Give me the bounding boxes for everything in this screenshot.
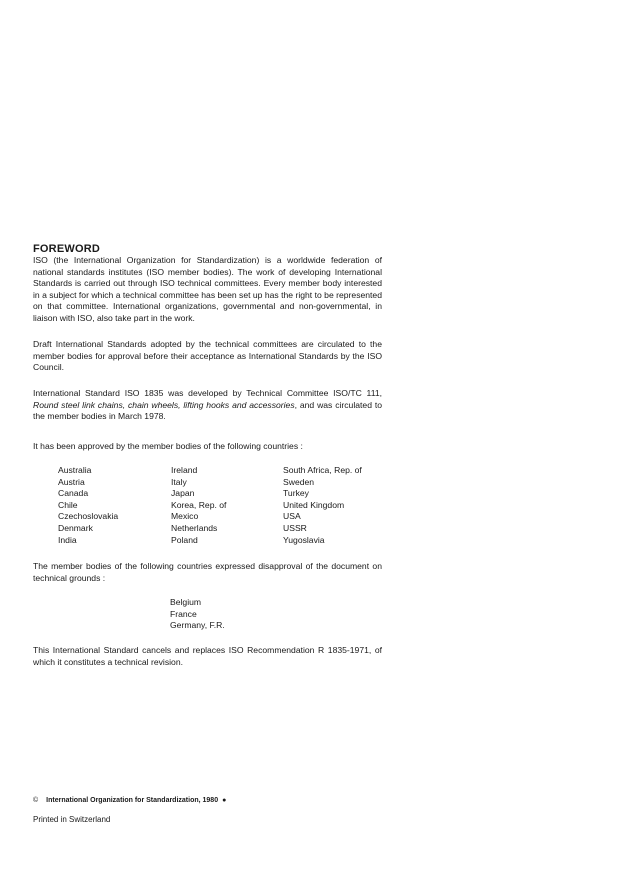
copyright-text: International Organization for Standardization, 1980 — [46, 797, 219, 804]
country-name: United Kingdom — [283, 499, 345, 510]
country-name: India — [58, 534, 77, 545]
page-title: FOREWORD — [33, 243, 100, 255]
country-name: Turkey — [283, 488, 309, 499]
paragraph-disapproval-intro: The member bodies of the following countries expressed disapproval of the document on technical grounds : — [33, 561, 382, 583]
paragraph-replacement: This International Standard cancels and replaces ISO Recommendation R 1835-1971, of which it constitutes a technical revision. — [33, 645, 382, 667]
country-name: Germany, F.R. — [170, 620, 225, 631]
country-name: Yugoslavia — [283, 534, 325, 545]
printed-location: Printed in Switzerland — [33, 815, 111, 824]
committee-subject-title: Round steel link chains, chain wheels, lifting hooks and accessories — [33, 399, 295, 410]
bullet-mark: ● — [222, 797, 227, 804]
country-name: Ireland — [171, 465, 198, 475]
country-name: Japan — [171, 488, 195, 499]
country-name: Canada — [58, 488, 89, 499]
country-column-2 — [171, 465, 281, 546]
development-text-start: International Standard ISO 1835 was developed by Technical Committee ISO/TC 111, — [33, 388, 382, 398]
country-name: France — [170, 608, 197, 619]
paragraph-approval-intro: It has been approved by the member bodies of the following countries : — [33, 441, 303, 451]
country-name: Belgium — [170, 597, 202, 607]
country-name: Australia — [58, 465, 92, 475]
country-name: Sweden — [283, 476, 315, 487]
country-name: Czechoslovakia — [58, 511, 119, 522]
country-name: Chile — [58, 499, 78, 510]
country-name: Austria — [58, 476, 85, 487]
disapproving-countries-list — [170, 597, 225, 632]
country-name: Poland — [171, 534, 198, 545]
country-column-1 — [58, 465, 168, 546]
development-text-end: , and was circulated to the member bodies in March 1978. — [33, 399, 382, 422]
country-name: USSR — [283, 522, 307, 533]
paragraph-draft-standards: Draft International Standards adopted by the technical committees are circulated to the member bodies for approval before their acceptance as International Standards by the ISO Council. — [33, 339, 382, 373]
country-name: USA — [283, 511, 301, 522]
country-name: Mexico — [171, 511, 199, 522]
country-name: Korea, Rep. of — [171, 499, 227, 510]
country-name: Italy — [171, 476, 187, 487]
country-name: South Africa, Rep. of — [283, 465, 362, 475]
copyright-notice — [33, 797, 226, 804]
paragraph-iso-intro: ISO (the International Organization for Standardization) is a worldwide federation of national standards institutes (ISO member bodies). The work of developing International Standards is carried out through ISO technical committees. Every member body interested in a subject for which a technical committee has been set up has the right to be represented on that committee. International organizations, governmental and non-governmental, in liaison with ISO, also take part in the work. — [33, 255, 382, 323]
paragraph-development — [33, 388, 382, 423]
copyright-symbol: © — [33, 797, 39, 804]
country-name: Netherlands — [171, 522, 218, 533]
country-column-3 — [283, 465, 393, 546]
country-name: Denmark — [58, 522, 93, 533]
